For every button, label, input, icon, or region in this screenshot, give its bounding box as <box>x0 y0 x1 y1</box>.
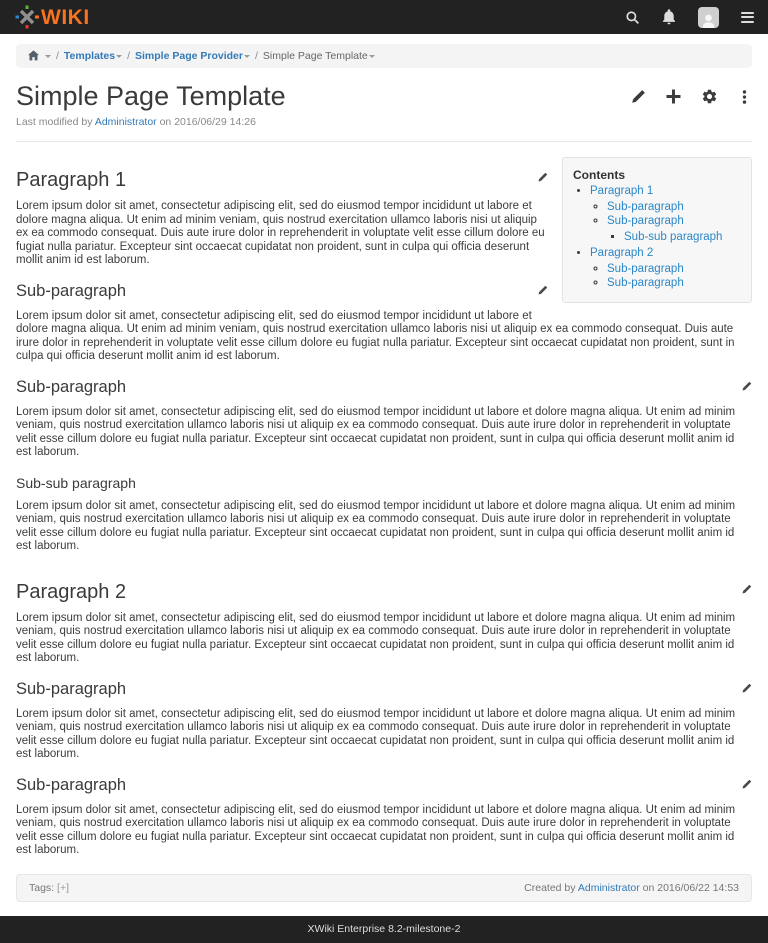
menu-icon[interactable] <box>741 9 754 25</box>
breadcrumb-link-templates[interactable]: Templates <box>63 50 116 62</box>
section-heading: Paragraph 1 <box>16 169 127 191</box>
section-body: Lorem ipsum dolor sit amet, consectetur adipiscing elit, sed do eiusmod tempor incididunt ut labore et dolore magna aliqua. Ut enim ad minim veniam, quis nostrud exercitation ullamco laboris nisi ut aliquip ex ea commodo consequat. Duis aute irure dolor in reprehenderit in voluptate velit esse cillum dolore eu fugiat nulla pariatur. Excepteur sint occaecat cupidatat non proident, sunt in culpa qui officia deserunt mollit anim id est laborum. <box>16 803 736 856</box>
section-sub-paragraph <box>16 679 752 762</box>
created-info <box>524 882 739 894</box>
tags-label: Tags: <box>29 881 55 894</box>
last-modified-user-link[interactable]: Administrator <box>94 116 157 128</box>
settings-icon[interactable] <box>701 88 718 105</box>
created-date: on 2016/06/22 14:53 <box>642 881 739 894</box>
xwiki-logo-text: WIKI <box>41 5 90 29</box>
toc-link-paragraph-1[interactable]: Paragraph 1 <box>590 185 654 197</box>
version-bar <box>0 916 768 943</box>
toc-item <box>590 246 741 290</box>
section-body: Lorem ipsum dolor sit amet, consectetur adipiscing elit, sed do eiusmod tempor incididunt ut labore et dolore magna aliqua. Ut enim ad minim veniam, quis nostrud exercitation ullamco laboris nisi ut aliquip ex ea commodo consequat. Duis aute irure dolor in reprehenderit in voluptate velit esse cillum dolore eu fugiat nulla pariatur. Excepteur sint occaecat cupidatat non proident, sunt in culpa qui officia deserunt mollit anim id est laborum. <box>16 499 736 552</box>
chevron-down-icon[interactable] <box>45 55 51 58</box>
navbar-actions <box>625 7 754 28</box>
add-icon[interactable] <box>665 88 682 105</box>
edit-icon[interactable] <box>630 89 646 105</box>
last-modified-date: on 2016/06/29 14:26 <box>159 116 256 128</box>
edit-section-icon[interactable] <box>741 381 752 392</box>
section-body: Lorem ipsum dolor sit amet, consectetur adipiscing elit, sed do eiusmod tempor incididunt ut labore et dolore magna aliqua. Ut enim ad minim veniam, quis nostrud exercitation ullamco laboris nisi ut aliquip ex ea commodo consequat. Duis aute irure dolor in reprehenderit in voluptate velit esse cillum dolore eu fugiat nulla pariatur. Excepteur sint occaecat cupidatat non proident, sunt in culpa qui officia deserunt mollit anim id est laborum. <box>16 611 736 664</box>
last-modified-prefix: Last modified by <box>16 116 93 128</box>
toc-link-sub-paragraph[interactable]: Sub-paragraph <box>607 277 684 289</box>
home-icon[interactable] <box>28 49 39 63</box>
toc-item <box>607 200 741 214</box>
xwiki-logo-x-icon <box>14 4 40 30</box>
breadcrumb <box>16 44 752 68</box>
breadcrumb-separator: / <box>127 50 131 62</box>
edit-section-icon[interactable] <box>537 172 548 183</box>
section-heading: Sub-paragraph <box>16 281 127 300</box>
edit-section-icon[interactable] <box>741 779 752 790</box>
section-body: Lorem ipsum dolor sit amet, consectetur adipiscing elit, sed do eiusmod tempor incididunt ut labore et dolore magna aliqua. Ut enim ad minim veniam, quis nostrud exercitation ullamco laboris nisi ut aliquip ex ea commodo consequat. Duis aute irure dolor in reprehenderit in voluptate velit esse cillum dolore eu fugiat nulla pariatur. Excepteur sint occaecat cupidatat non proident, sunt in culpa qui officia deserunt mollit anim id est laborum. <box>16 200 545 266</box>
toc-item <box>607 262 741 276</box>
top-navbar <box>0 0 768 34</box>
created-user-link[interactable]: Administrator <box>577 881 640 894</box>
toc-link-sub-sub-paragraph[interactable]: Sub-sub paragraph <box>624 231 723 243</box>
section-sub-sub-paragraph <box>16 474 752 554</box>
toc-link-paragraph-2[interactable]: Paragraph 2 <box>590 247 654 259</box>
toc-link-sub-paragraph[interactable]: Sub-paragraph <box>607 215 684 227</box>
section-heading: Sub-paragraph <box>16 679 127 698</box>
breadcrumb-current-page: Simple Page Template <box>262 50 368 62</box>
contents-panel <box>562 157 752 303</box>
add-tag-button[interactable]: [+] <box>57 881 69 894</box>
bell-icon[interactable] <box>662 9 676 25</box>
toc-link-sub-paragraph[interactable]: Sub-paragraph <box>607 263 684 275</box>
more-icon[interactable] <box>737 89 752 105</box>
edit-section-icon[interactable] <box>741 683 752 694</box>
edit-section-icon[interactable] <box>741 584 752 595</box>
edit-section-icon[interactable] <box>537 285 548 296</box>
section-body: Lorem ipsum dolor sit amet, consectetur adipiscing elit, sed do eiusmod tempor incididunt ut labore et dolore magna aliqua. Ut enim ad minim veniam, quis nostrud exercitation ullamco laboris nisi ut aliquip ex ea commodo consequat. Duis aute irure dolor in reprehenderit in voluptate velit esse cillum dolore eu fugiat nulla pariatur. Excepteur sint occaecat cupidatat non proident, sunt in culpa qui officia deserunt mollit anim id est laborum. <box>16 405 736 458</box>
section-heading: Sub-paragraph <box>16 775 127 794</box>
section-heading: Sub-sub paragraph <box>16 474 136 491</box>
section-body: Lorem ipsum dolor sit amet, consectetur adipiscing elit, sed do eiusmod tempor incididunt ut labore et dolore magna aliqua. Ut enim ad minim veniam, quis nostrud exercitation ullamco laboris nisi ut aliquip ex ea commodo consequat. Duis aute irure dolor in reprehenderit in voluptate velit esse cillum dolore eu fugiat nulla pariatur. Excepteur sint occaecat cupidatat non proident, sunt in culpa qui officia deserunt mollit anim id est laborum. <box>16 707 736 760</box>
contents-heading: Contents <box>573 168 625 182</box>
toc-item <box>607 276 741 290</box>
section-paragraph-2 <box>16 580 752 666</box>
search-icon[interactable] <box>625 10 640 25</box>
section-body: Lorem ipsum dolor sit amet, consectetur adipiscing elit, sed do eiusmod tempor incididunt ut labore et dolore magna aliqua. Ut enim ad minim veniam, quis nostrud exercitation ullamco laboris nisi ut aliquip ex ea commodo consequat. Duis aute irure dolor in reprehenderit in voluptate velit esse cillum dolore eu fugiat nulla pariatur. Excepteur sint occaecat cupidatat non proident, sunt in culpa qui officia deserunt mollit anim id est laborum. <box>16 309 735 362</box>
breadcrumb-separator: / <box>56 50 59 62</box>
section-heading: Sub-paragraph <box>16 377 127 396</box>
breadcrumb-link-simple-page-provider[interactable]: Simple Page Provider <box>135 50 243 62</box>
last-modified-info <box>16 116 752 128</box>
page-title: Simple Page Template <box>16 81 286 111</box>
xwiki-logo[interactable] <box>14 4 90 30</box>
document-footer <box>16 874 752 902</box>
page-actions <box>630 88 752 105</box>
avatar[interactable] <box>698 7 719 28</box>
created-prefix: Created by <box>524 881 576 894</box>
toc-link-sub-paragraph[interactable]: Sub-paragraph <box>607 201 684 213</box>
version-text: XWiki Enterprise 8.2-milestone-2 <box>307 922 461 935</box>
toc-item <box>607 214 741 244</box>
tags-area <box>29 882 69 894</box>
toc-item <box>590 184 741 244</box>
toc-item <box>624 230 741 244</box>
chevron-down-icon[interactable] <box>244 55 250 58</box>
section-sub-paragraph <box>16 775 752 858</box>
page-content <box>0 81 768 858</box>
section-sub-paragraph <box>16 377 752 460</box>
breadcrumb-separator: / <box>254 50 258 62</box>
document-body <box>16 142 752 858</box>
chevron-down-icon[interactable] <box>116 55 122 58</box>
section-heading: Paragraph 2 <box>16 580 127 603</box>
chevron-down-icon[interactable] <box>369 55 375 58</box>
